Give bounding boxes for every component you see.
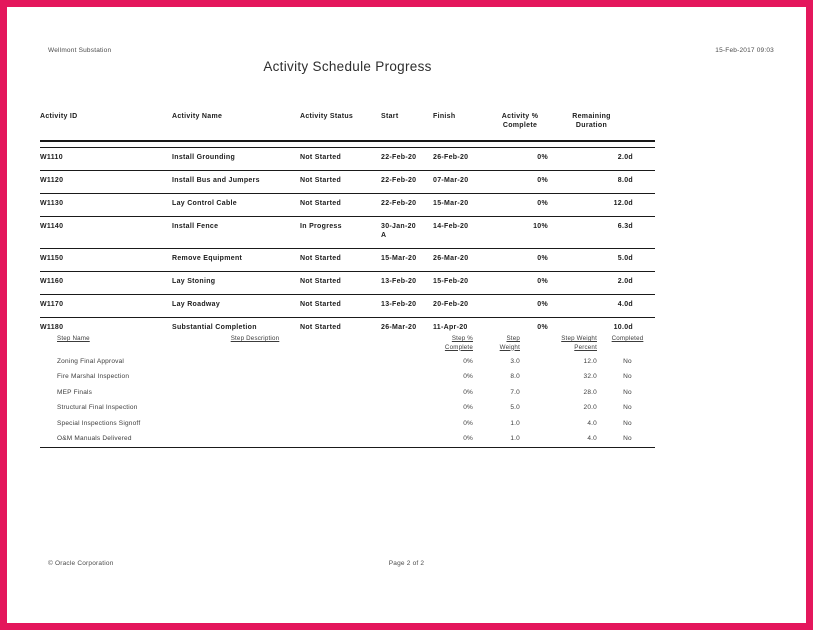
activity-row-cell-status: Not Started bbox=[300, 295, 381, 318]
activity-row-cell-remaining: 6.3d bbox=[550, 217, 655, 249]
activity-row-cell-finish: 15-Mar-20 bbox=[433, 194, 490, 217]
step-row-cell-pct: 0% bbox=[463, 373, 473, 380]
activity-row-cell-finish: 11-Apr-20 bbox=[433, 324, 468, 331]
activity-row-cell-remaining: 8.0d bbox=[550, 171, 655, 194]
activity-row-cell-name: Lay Control Cable bbox=[172, 194, 300, 217]
activity-row-cell-id: W1130 bbox=[40, 194, 172, 217]
step-row-cell-weight: 5.0 bbox=[510, 404, 520, 411]
step-row-cell-description bbox=[170, 416, 340, 432]
activity-row-cell-id: W1110 bbox=[40, 148, 172, 171]
activity-row-cell-name: Install Bus and Jumpers bbox=[172, 171, 300, 194]
activity-row-cell-remaining: 2.0d bbox=[550, 148, 655, 171]
step-row-cell-completed: No bbox=[623, 404, 632, 411]
step-row-cell-name: Special Inspections Signoff bbox=[57, 419, 141, 427]
activity-row-cell-finish: 07-Mar-20 bbox=[433, 171, 490, 194]
activity-row-cell-remaining: 12.0d bbox=[550, 194, 655, 217]
activity-table bbox=[40, 112, 655, 334]
activity-row-cell-pct: 0% bbox=[490, 272, 550, 295]
step-row bbox=[57, 432, 655, 448]
activity-row-cell-finish: 15-Feb-20 bbox=[433, 272, 490, 295]
activity-table-header bbox=[40, 112, 655, 141]
activity-row-cell-id: W1120 bbox=[40, 171, 172, 194]
step-row-cell-weight_pct: 20.0 bbox=[583, 404, 597, 411]
activity-row-cell-start: 13-Feb-20 bbox=[381, 295, 433, 318]
activity-row-cell-finish: 14-Feb-20 bbox=[433, 217, 490, 249]
activity-row-cell-name: Lay Roadway bbox=[172, 295, 300, 318]
step-row-cell-completed: No bbox=[623, 419, 632, 427]
steps-col-header: Step Name bbox=[57, 335, 90, 342]
steps-col-header: Step Weight bbox=[499, 335, 520, 351]
activity-row-cell-status: Not Started bbox=[300, 171, 381, 194]
steps-col-header: Step Weight Percent bbox=[561, 335, 597, 351]
activity-table-body bbox=[40, 141, 655, 334]
activity-row bbox=[40, 171, 655, 194]
step-row-cell-completed: No bbox=[623, 388, 632, 396]
step-row bbox=[57, 370, 655, 386]
step-row-cell-description bbox=[170, 385, 340, 401]
step-row-cell-pct: 0% bbox=[463, 419, 473, 427]
step-row-cell-completed: No bbox=[623, 435, 632, 442]
steps-col-header: Step % Complete bbox=[444, 335, 473, 351]
activity-row-cell-name: Remove Equipment bbox=[172, 249, 300, 272]
activity-col-header: Activity Status bbox=[300, 112, 381, 141]
step-row-cell-description bbox=[170, 370, 340, 386]
step-row-cell-weight_pct: 12.0 bbox=[583, 357, 597, 365]
table-bottom-rule bbox=[40, 447, 655, 448]
activity-row-cell-status: Not Started bbox=[300, 194, 381, 217]
step-row-cell-name: MEP Finals bbox=[57, 388, 93, 396]
activity-row-cell-id: W1150 bbox=[40, 249, 172, 272]
activity-row-cell-name: Install Grounding bbox=[172, 148, 300, 171]
step-row-cell-description bbox=[170, 432, 340, 448]
activity-row-cell-id: W1180 bbox=[40, 324, 64, 331]
activity-row-cell-finish: 26-Mar-20 bbox=[433, 249, 490, 272]
step-row-cell-weight_pct: 4.0 bbox=[587, 435, 597, 442]
activity-row-cell-name: Lay Stoning bbox=[172, 272, 300, 295]
activity-row-cell-status: Not Started bbox=[300, 148, 381, 171]
activity-row-cell-id: W1140 bbox=[40, 217, 172, 249]
step-row-cell-weight_pct: 32.0 bbox=[583, 373, 597, 380]
step-row-cell-weight: 8.0 bbox=[510, 373, 520, 380]
steps-table bbox=[57, 334, 655, 447]
project-name: Wellmont Substation bbox=[48, 47, 112, 54]
steps-col-header: Completed bbox=[611, 335, 644, 342]
activity-col-header: Remaining Duration bbox=[550, 112, 655, 141]
steps-header-row bbox=[57, 334, 655, 354]
activity-col-header: Start bbox=[381, 112, 433, 141]
activity-row-cell-status: Not Started bbox=[300, 272, 381, 295]
step-row-cell-pct: 0% bbox=[463, 388, 473, 396]
activity-row-cell-pct: 0% bbox=[490, 148, 550, 171]
report-title: Activity Schedule Progress bbox=[263, 59, 432, 74]
activity-row-cell-start: 22-Feb-20 bbox=[381, 171, 433, 194]
activity-row-cell-status: Not Started bbox=[300, 324, 342, 331]
step-row-cell-name: Structural Final Inspection bbox=[57, 404, 138, 411]
activity-row bbox=[40, 295, 655, 318]
activity-row-cell-id: W1170 bbox=[40, 295, 172, 318]
activity-row-cell-status: Not Started bbox=[300, 249, 381, 272]
activity-row-cell-finish: 20-Feb-20 bbox=[433, 295, 490, 318]
step-row-cell-description bbox=[170, 401, 340, 417]
step-row-cell-weight: 1.0 bbox=[510, 419, 520, 427]
step-row-cell-pct: 0% bbox=[463, 435, 473, 442]
activity-row-cell-start: 26-Mar-20 bbox=[381, 324, 417, 331]
report-body bbox=[40, 112, 655, 448]
step-row-cell-name: Zoning Final Approval bbox=[57, 357, 125, 365]
step-row-cell-pct: 0% bbox=[463, 404, 473, 411]
step-row-cell-name: O&M Manuals Delivered bbox=[57, 435, 132, 442]
activity-row-cell-start: 15-Mar-20 bbox=[381, 249, 433, 272]
activity-row-cell-name: Install Fence bbox=[172, 217, 300, 249]
activity-row-cell-id: W1160 bbox=[40, 272, 172, 295]
activity-row-cell-remaining: 4.0d bbox=[550, 295, 655, 318]
steps-col-header: Step Description bbox=[230, 335, 280, 342]
step-row bbox=[57, 385, 655, 401]
step-row-cell-completed: No bbox=[623, 373, 632, 380]
step-row bbox=[57, 416, 655, 432]
step-row-cell-pct: 0% bbox=[463, 357, 473, 365]
step-row-cell-weight: 3.0 bbox=[510, 357, 520, 365]
activity-row-cell-pct: 0% bbox=[490, 171, 550, 194]
step-row-cell-weight_pct: 28.0 bbox=[583, 388, 597, 396]
activity-row-cell-start: 22-Feb-20 bbox=[381, 194, 433, 217]
steps-table-body bbox=[57, 354, 655, 447]
steps-table-header bbox=[57, 334, 655, 354]
activity-col-header: Activity ID bbox=[40, 112, 172, 141]
activity-col-header: Finish bbox=[433, 112, 490, 141]
activity-row bbox=[40, 194, 655, 217]
activity-row-cell-remaining: 5.0d bbox=[550, 249, 655, 272]
activity-row bbox=[40, 272, 655, 295]
page-number: Page 2 of 2 bbox=[388, 560, 425, 567]
activity-row-cell-name: Substantial Completion bbox=[172, 324, 257, 331]
activity-row-cell-pct: 10% bbox=[490, 217, 550, 249]
activity-header-row bbox=[40, 112, 655, 141]
activity-row bbox=[40, 217, 655, 249]
step-row-cell-completed: No bbox=[623, 357, 632, 365]
activity-row-cell-pct: 0% bbox=[490, 249, 550, 272]
activity-row-cell-pct: 0% bbox=[490, 295, 550, 318]
activity-col-header: Activity Name bbox=[172, 112, 300, 141]
step-row-cell-name: Fire Marshal Inspection bbox=[57, 373, 130, 380]
activity-row-cell-finish: 26-Feb-20 bbox=[433, 148, 490, 171]
report-datetime: 15-Feb-2017 09:03 bbox=[715, 47, 774, 54]
step-row-cell-weight: 1.0 bbox=[510, 435, 520, 442]
activity-row-cell-remaining: 10.0d bbox=[613, 324, 633, 331]
activity-row-cell-start: 30-Jan-20 A bbox=[381, 217, 433, 249]
activity-row-cell-status: In Progress bbox=[300, 217, 381, 249]
activity-row-cell-start: 13-Feb-20 bbox=[381, 272, 433, 295]
step-row bbox=[57, 401, 655, 417]
activity-row bbox=[40, 249, 655, 272]
copyright: © Oracle Corporation bbox=[48, 560, 114, 567]
step-row-cell-description bbox=[170, 354, 340, 370]
step-row-cell-weight: 7.0 bbox=[510, 388, 520, 396]
activity-row-cell-remaining: 2.0d bbox=[550, 272, 655, 295]
activity-row-cell-start: 22-Feb-20 bbox=[381, 148, 433, 171]
activity-row bbox=[40, 318, 655, 335]
activity-row bbox=[40, 148, 655, 171]
step-row bbox=[57, 354, 655, 370]
activity-row-cell-pct: 0% bbox=[490, 194, 550, 217]
step-row-cell-weight_pct: 4.0 bbox=[587, 419, 597, 427]
activity-row-cell-pct: 0% bbox=[537, 324, 548, 331]
activity-col-header: Activity % Complete bbox=[490, 112, 550, 141]
